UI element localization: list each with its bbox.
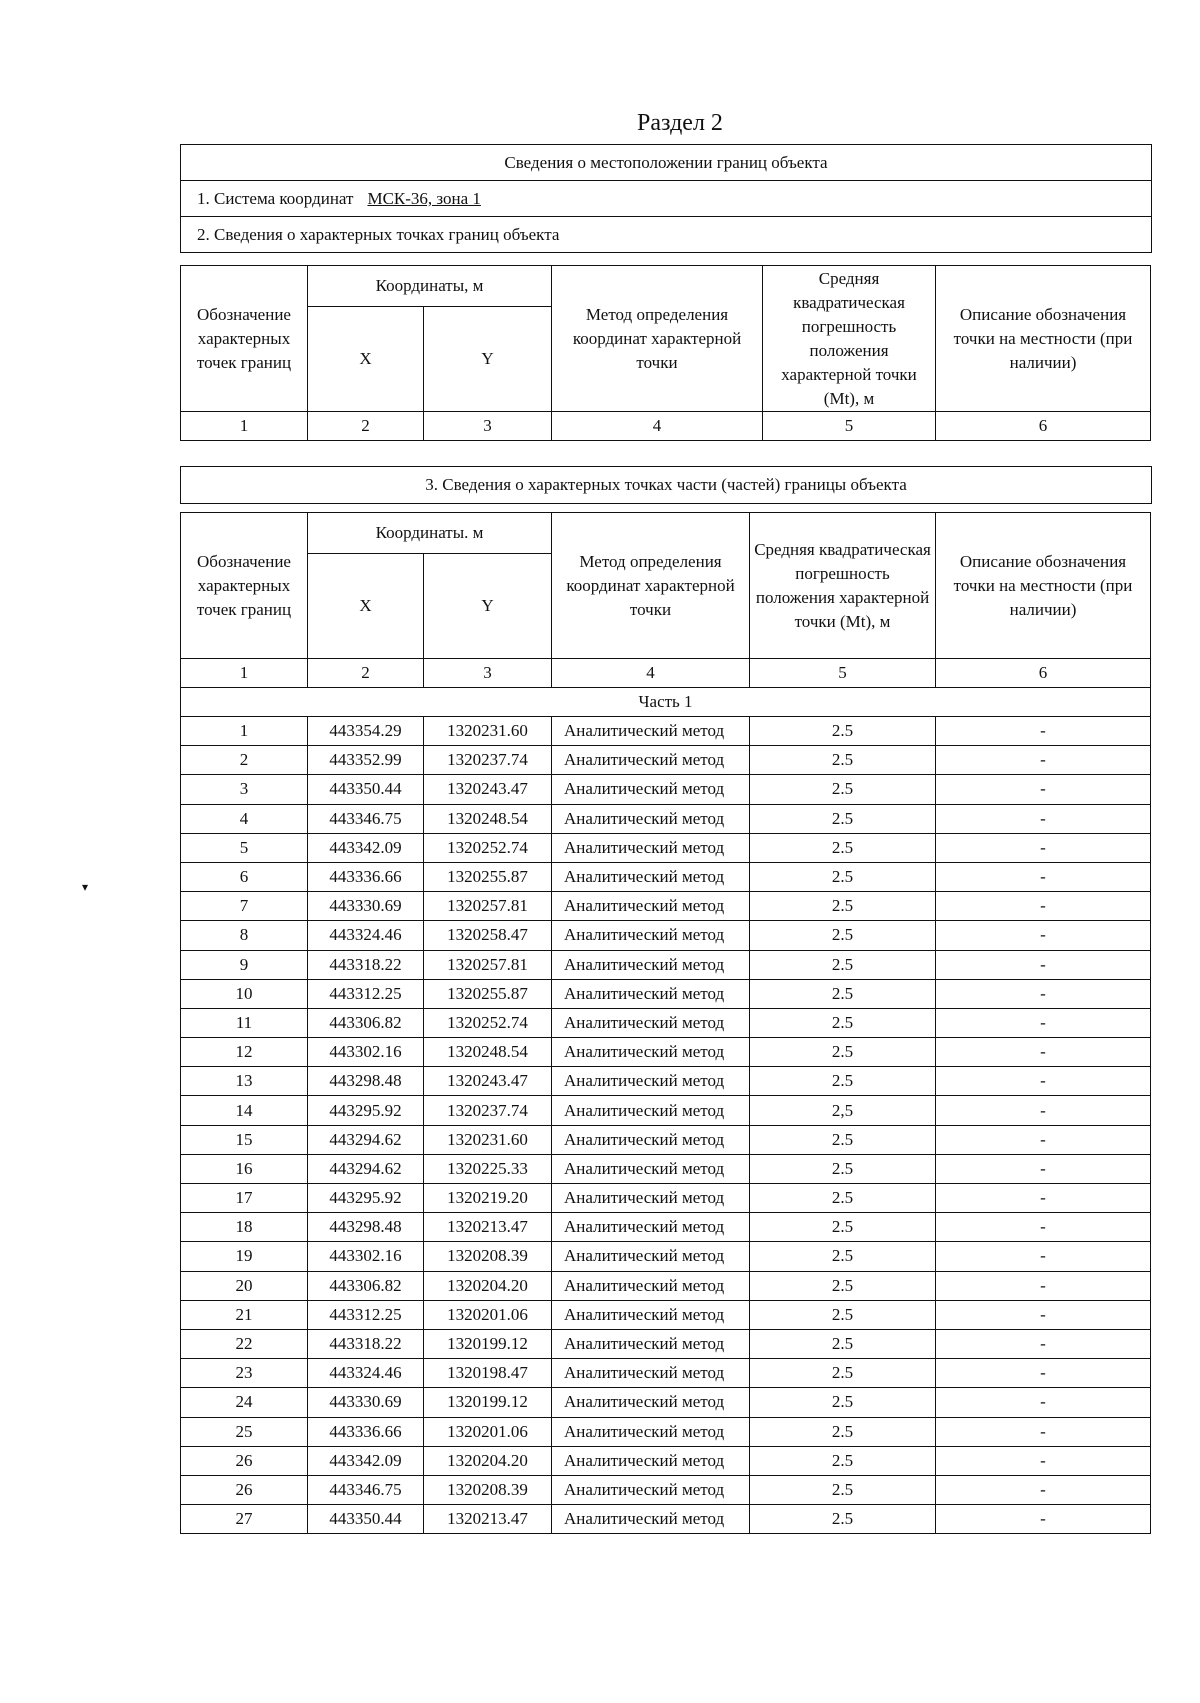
col-header-coords: Координаты, м (308, 266, 552, 307)
x-coordinate-cell: 443295.92 (308, 1184, 424, 1213)
col-number: 4 (552, 659, 750, 688)
y-coordinate-cell: 1320248.54 (424, 804, 552, 833)
col-header-error: Средняя квадратическая погрешность положения характерной точки (Mt), м (763, 266, 936, 412)
x-coordinate-cell: 443318.22 (308, 1329, 424, 1358)
error-cell: 2.5 (750, 1271, 936, 1300)
error-cell: 2.5 (750, 1125, 936, 1154)
col-number: 3 (424, 659, 552, 688)
error-cell: 2.5 (750, 746, 936, 775)
x-coordinate-cell: 443336.66 (308, 862, 424, 891)
x-coordinate-cell: 443295.92 (308, 1096, 424, 1125)
point-number-cell: 3 (181, 775, 308, 804)
description-cell: - (936, 1038, 1151, 1067)
point-number-cell: 25 (181, 1417, 308, 1446)
y-coordinate-cell: 1320208.39 (424, 1475, 552, 1504)
method-cell: Аналитический метод (552, 1242, 750, 1271)
col-number: 6 (936, 659, 1151, 688)
y-coordinate-cell: 1320257.81 (424, 950, 552, 979)
description-cell: - (936, 1125, 1151, 1154)
x-coordinate-cell: 443342.09 (308, 1446, 424, 1475)
col-header-x: X (308, 554, 424, 659)
point-number-cell: 9 (181, 950, 308, 979)
point-number-cell: 14 (181, 1096, 308, 1125)
y-coordinate-cell: 1320201.06 (424, 1300, 552, 1329)
method-cell: Аналитический метод (552, 1417, 750, 1446)
point-number-cell: 18 (181, 1213, 308, 1242)
col-header-desc: Описание обозначения точки на местности (при наличии) (936, 266, 1151, 412)
method-cell: Аналитический метод (552, 1329, 750, 1358)
table-row (181, 775, 1151, 804)
y-coordinate-cell: 1320208.39 (424, 1242, 552, 1271)
method-cell: Аналитический метод (552, 921, 750, 950)
error-cell: 2.5 (750, 1213, 936, 1242)
method-cell: Аналитический метод (552, 892, 750, 921)
x-coordinate-cell: 443324.46 (308, 1359, 424, 1388)
description-cell: - (936, 1388, 1151, 1417)
x-coordinate-cell: 443354.29 (308, 717, 424, 746)
point-number-cell: 15 (181, 1125, 308, 1154)
error-cell: 2.5 (750, 1038, 936, 1067)
description-cell: - (936, 892, 1151, 921)
description-cell: - (936, 1242, 1151, 1271)
method-cell: Аналитический метод (552, 1446, 750, 1475)
col-number: 5 (750, 659, 936, 688)
error-cell: 2.5 (750, 1475, 936, 1504)
method-cell: Аналитический метод (552, 1096, 750, 1125)
y-coordinate-cell: 1320198.47 (424, 1359, 552, 1388)
point-number-cell: 20 (181, 1271, 308, 1300)
description-cell: - (936, 1213, 1151, 1242)
point-number-cell: 11 (181, 1008, 308, 1037)
col-header-y: Y (424, 554, 552, 659)
method-cell: Аналитический метод (552, 1213, 750, 1242)
x-coordinate-cell: 443324.46 (308, 921, 424, 950)
error-cell: 2.5 (750, 892, 936, 921)
x-coordinate-cell: 443318.22 (308, 950, 424, 979)
point-number-cell: 27 (181, 1505, 308, 1534)
method-cell: Аналитический метод (552, 1388, 750, 1417)
col-header-x: X (308, 307, 424, 412)
x-coordinate-cell: 443294.62 (308, 1154, 424, 1183)
col-header-method: Метод определения координат характерной точки (552, 266, 763, 412)
x-coordinate-cell: 443312.25 (308, 979, 424, 1008)
col-header-coords: Координаты. м (308, 513, 552, 554)
y-coordinate-cell: 1320231.60 (424, 1125, 552, 1154)
section-title: Раздел 2 (637, 110, 723, 136)
description-cell: - (936, 833, 1151, 862)
y-coordinate-cell: 1320257.81 (424, 892, 552, 921)
table-row (181, 1008, 1151, 1037)
error-cell: 2.5 (750, 1446, 936, 1475)
point-number-cell: 26 (181, 1475, 308, 1504)
point-number-cell: 17 (181, 1184, 308, 1213)
error-cell: 2.5 (750, 775, 936, 804)
table-row (181, 1505, 1151, 1534)
col-header-desc: Описание обозначения точки на местности (при наличии) (936, 513, 1151, 659)
col-header-y: Y (424, 307, 552, 412)
point-number-cell: 4 (181, 804, 308, 833)
x-coordinate-cell: 443350.44 (308, 1505, 424, 1534)
error-cell: 2.5 (750, 1359, 936, 1388)
description-cell: - (936, 1184, 1151, 1213)
y-coordinate-cell: 1320252.74 (424, 1008, 552, 1037)
method-cell: Аналитический метод (552, 1067, 750, 1096)
method-cell: Аналитический метод (552, 833, 750, 862)
method-cell: Аналитический метод (552, 1475, 750, 1504)
table-row (181, 1096, 1151, 1125)
point-number-cell: 13 (181, 1067, 308, 1096)
error-cell: 2.5 (750, 1154, 936, 1183)
description-cell: - (936, 979, 1151, 1008)
col-number: 2 (308, 412, 424, 441)
table-row (181, 804, 1151, 833)
table-row (181, 1388, 1151, 1417)
point-number-cell: 12 (181, 1038, 308, 1067)
error-cell: 2.5 (750, 1505, 936, 1534)
error-cell: 2.5 (750, 1300, 936, 1329)
col-header-point: Обозначение характерных точек границ (181, 513, 308, 659)
x-coordinate-cell: 443306.82 (308, 1271, 424, 1300)
description-cell: - (936, 804, 1151, 833)
x-coordinate-cell: 443312.25 (308, 1300, 424, 1329)
y-coordinate-cell: 1320204.20 (424, 1271, 552, 1300)
col-header-error: Средняя квадратическая погрешность положения характерной точки (Mt), м (750, 513, 936, 659)
y-coordinate-cell: 1320225.33 (424, 1154, 552, 1183)
x-coordinate-cell: 443298.48 (308, 1213, 424, 1242)
y-coordinate-cell: 1320231.60 (424, 717, 552, 746)
part-points-table (180, 512, 1151, 1534)
method-cell: Аналитический метод (552, 1271, 750, 1300)
table-row (181, 892, 1151, 921)
description-cell: - (936, 775, 1151, 804)
method-cell: Аналитический метод (552, 1125, 750, 1154)
y-coordinate-cell: 1320255.87 (424, 862, 552, 891)
method-cell: Аналитический метод (552, 862, 750, 891)
y-coordinate-cell: 1320199.12 (424, 1329, 552, 1358)
point-number-cell: 23 (181, 1359, 308, 1388)
x-coordinate-cell: 443336.66 (308, 1417, 424, 1446)
coord-system-value: МСК-36, зона 1 (367, 189, 481, 208)
table-row (181, 1359, 1151, 1388)
point-number-cell: 19 (181, 1242, 308, 1271)
method-cell: Аналитический метод (552, 1300, 750, 1329)
col-number: 1 (181, 412, 308, 441)
table-row (181, 979, 1151, 1008)
y-coordinate-cell: 1320243.47 (424, 775, 552, 804)
x-coordinate-cell: 443294.62 (308, 1125, 424, 1154)
description-cell: - (936, 1505, 1151, 1534)
part-rows (181, 717, 1151, 1534)
table-row (181, 833, 1151, 862)
x-coordinate-cell: 443352.99 (308, 746, 424, 775)
location-info-box (180, 144, 1152, 253)
method-cell: Аналитический метод (552, 775, 750, 804)
description-cell: - (936, 862, 1151, 891)
method-cell: Аналитический метод (552, 950, 750, 979)
part-points-heading: 3. Сведения о характерных точках части (частей) границы объекта (180, 466, 1152, 504)
point-number-cell: 8 (181, 921, 308, 950)
method-cell: Аналитический метод (552, 1008, 750, 1037)
table-row (181, 1271, 1151, 1300)
y-coordinate-cell: 1320199.12 (424, 1388, 552, 1417)
y-coordinate-cell: 1320252.74 (424, 833, 552, 862)
table-row (181, 1038, 1151, 1067)
y-coordinate-cell: 1320213.47 (424, 1505, 552, 1534)
description-cell: - (936, 1329, 1151, 1358)
error-cell: 2.5 (750, 979, 936, 1008)
point-number-cell: 24 (181, 1388, 308, 1417)
table-row (181, 1154, 1151, 1183)
col-header-method: Метод определения координат характерной точки (552, 513, 750, 659)
x-coordinate-cell: 443342.09 (308, 833, 424, 862)
x-coordinate-cell: 443346.75 (308, 804, 424, 833)
x-coordinate-cell: 443346.75 (308, 1475, 424, 1504)
point-number-cell: 26 (181, 1446, 308, 1475)
location-heading: Сведения о местоположении границ объекта (504, 153, 828, 172)
description-cell: - (936, 1446, 1151, 1475)
description-cell: - (936, 717, 1151, 746)
description-cell: - (936, 1475, 1151, 1504)
error-cell: 2.5 (750, 1329, 936, 1358)
method-cell: Аналитический метод (552, 1359, 750, 1388)
table-row (181, 1242, 1151, 1271)
table-row (181, 1475, 1151, 1504)
point-number-cell: 10 (181, 979, 308, 1008)
col-number: 2 (308, 659, 424, 688)
col-header-point: Обозначение характерных точек границ (181, 266, 308, 412)
table-row (181, 921, 1151, 950)
x-coordinate-cell: 443302.16 (308, 1038, 424, 1067)
col-number: 3 (424, 412, 552, 441)
error-cell: 2.5 (750, 950, 936, 979)
description-cell: - (936, 1359, 1151, 1388)
error-cell: 2.5 (750, 1388, 936, 1417)
point-number-cell: 5 (181, 833, 308, 862)
col-number: 5 (763, 412, 936, 441)
x-coordinate-cell: 443350.44 (308, 775, 424, 804)
point-number-cell: 1 (181, 717, 308, 746)
error-cell: 2.5 (750, 717, 936, 746)
method-cell: Аналитический метод (552, 746, 750, 775)
description-cell: - (936, 1300, 1151, 1329)
table-row (181, 1329, 1151, 1358)
point-number-cell: 16 (181, 1154, 308, 1183)
points-heading: 2. Сведения о характерных точках границ объекта (181, 216, 1151, 252)
method-cell: Аналитический метод (552, 1154, 750, 1183)
description-cell: - (936, 1008, 1151, 1037)
description-cell: - (936, 950, 1151, 979)
method-cell: Аналитический метод (552, 804, 750, 833)
scan-mark: ▾ (82, 880, 89, 894)
method-cell: Аналитический метод (552, 979, 750, 1008)
x-coordinate-cell: 443330.69 (308, 892, 424, 921)
y-coordinate-cell: 1320201.06 (424, 1417, 552, 1446)
error-cell: 2.5 (750, 804, 936, 833)
x-coordinate-cell: 443298.48 (308, 1067, 424, 1096)
y-coordinate-cell: 1320219.20 (424, 1184, 552, 1213)
y-coordinate-cell: 1320243.47 (424, 1067, 552, 1096)
error-cell: 2.5 (750, 921, 936, 950)
col-number: 1 (181, 659, 308, 688)
description-cell: - (936, 1067, 1151, 1096)
x-coordinate-cell: 443306.82 (308, 1008, 424, 1037)
error-cell: 2.5 (750, 862, 936, 891)
point-number-cell: 2 (181, 746, 308, 775)
part-label: Часть 1 (181, 688, 1151, 717)
error-cell: 2.5 (750, 1417, 936, 1446)
point-number-cell: 7 (181, 892, 308, 921)
coord-system-label: 1. Система координат (197, 189, 354, 208)
x-coordinate-cell: 443330.69 (308, 1388, 424, 1417)
table-row (181, 1067, 1151, 1096)
y-coordinate-cell: 1320255.87 (424, 979, 552, 1008)
method-cell: Аналитический метод (552, 717, 750, 746)
description-cell: - (936, 746, 1151, 775)
y-coordinate-cell: 1320204.20 (424, 1446, 552, 1475)
method-cell: Аналитический метод (552, 1038, 750, 1067)
error-cell: 2,5 (750, 1096, 936, 1125)
error-cell: 2.5 (750, 1242, 936, 1271)
point-number-cell: 21 (181, 1300, 308, 1329)
table-row (181, 950, 1151, 979)
description-cell: - (936, 1271, 1151, 1300)
table-row (181, 1125, 1151, 1154)
y-coordinate-cell: 1320237.74 (424, 1096, 552, 1125)
y-coordinate-cell: 1320248.54 (424, 1038, 552, 1067)
table-row (181, 862, 1151, 891)
description-cell: - (936, 1417, 1151, 1446)
table-row (181, 1446, 1151, 1475)
col-number: 6 (936, 412, 1151, 441)
point-number-cell: 22 (181, 1329, 308, 1358)
description-cell: - (936, 1154, 1151, 1183)
table-row (181, 746, 1151, 775)
method-cell: Аналитический метод (552, 1184, 750, 1213)
table-row (181, 1300, 1151, 1329)
table-row (181, 1184, 1151, 1213)
method-cell: Аналитический метод (552, 1505, 750, 1534)
error-cell: 2.5 (750, 1184, 936, 1213)
y-coordinate-cell: 1320237.74 (424, 746, 552, 775)
x-coordinate-cell: 443302.16 (308, 1242, 424, 1271)
table-row (181, 1417, 1151, 1446)
description-cell: - (936, 921, 1151, 950)
error-cell: 2.5 (750, 1008, 936, 1037)
table-row (181, 717, 1151, 746)
description-cell: - (936, 1096, 1151, 1125)
point-number-cell: 6 (181, 862, 308, 891)
table-row (181, 1213, 1151, 1242)
boundary-points-table (180, 265, 1151, 441)
col-number: 4 (552, 412, 763, 441)
y-coordinate-cell: 1320213.47 (424, 1213, 552, 1242)
error-cell: 2.5 (750, 1067, 936, 1096)
y-coordinate-cell: 1320258.47 (424, 921, 552, 950)
error-cell: 2.5 (750, 833, 936, 862)
coord-system-row (181, 180, 1151, 216)
